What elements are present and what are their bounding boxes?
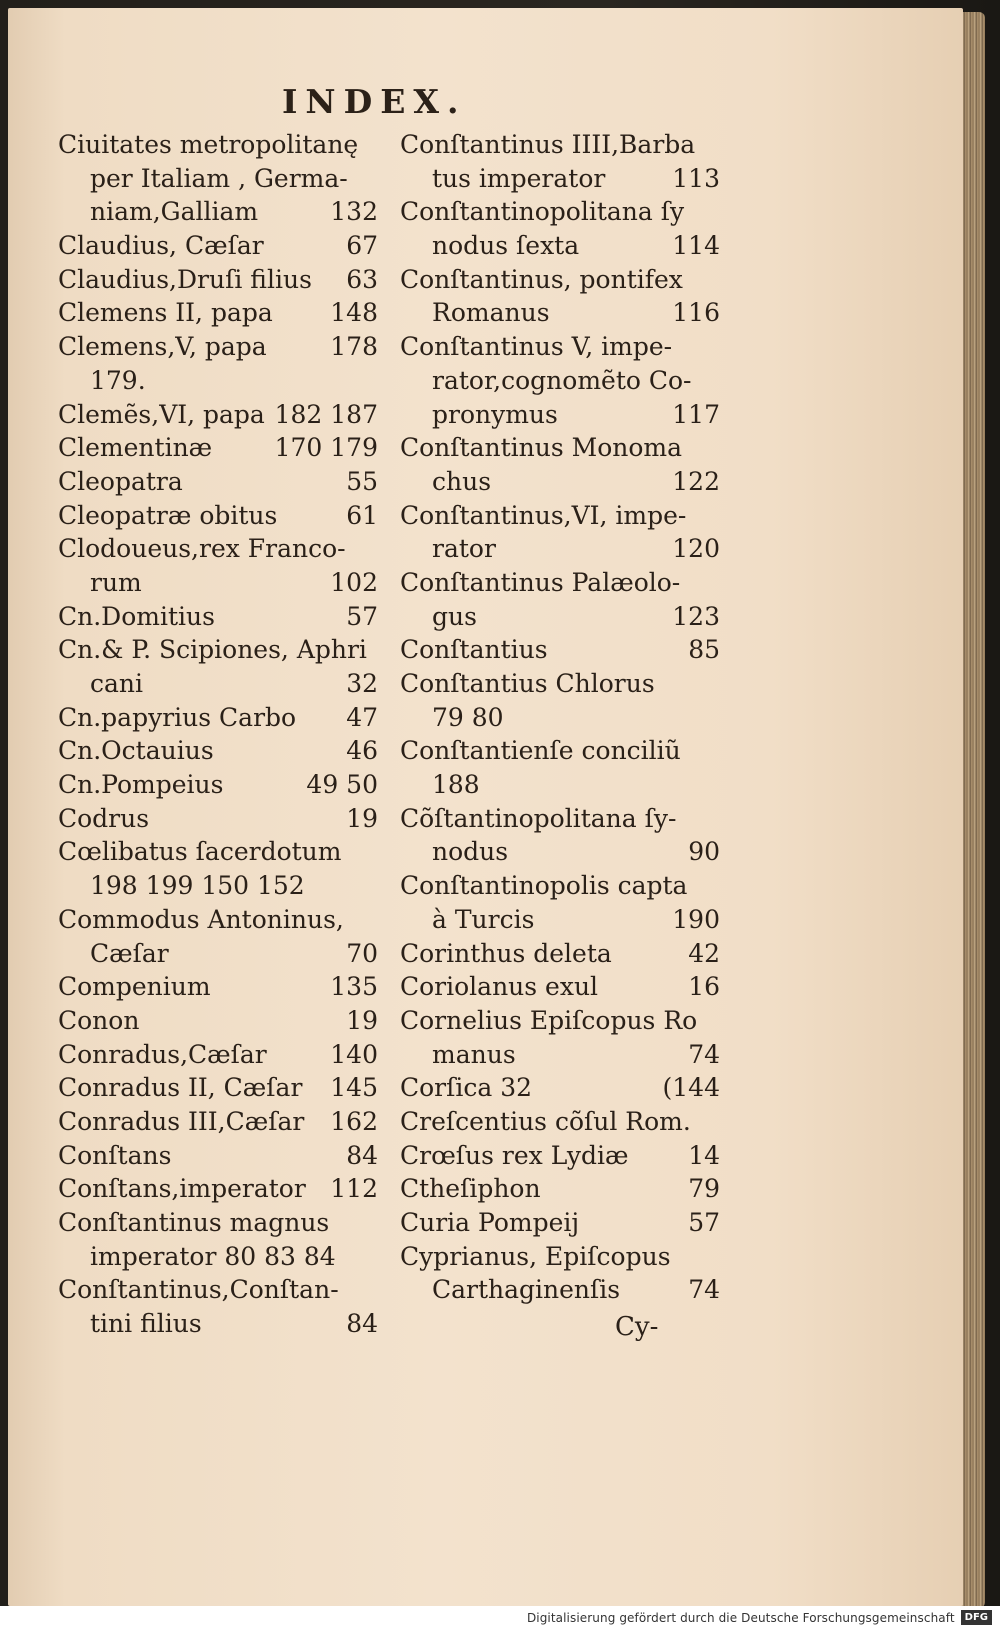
index-entry-page: 42 — [688, 938, 720, 968]
index-entry — [400, 1105, 720, 1139]
index-entry-text: Claudius, Cæſar — [58, 231, 264, 261]
index-entry-text: Conſtantinopolitana ſy — [400, 197, 685, 227]
index-entry-page: 19 — [346, 1005, 378, 1035]
index-entry — [58, 195, 378, 229]
index-entry-text: pronymus — [432, 399, 558, 429]
index-entry-page: 74 — [688, 1039, 720, 1069]
index-entry-text: Clodoueus,rex Franco- — [58, 534, 346, 564]
index-entry — [58, 465, 378, 499]
index-entry — [400, 1206, 720, 1240]
index-entry-text: nodus — [432, 837, 509, 867]
index-entry-text: Commodus Antoninus, — [58, 904, 344, 934]
index-entry-page: 122 — [672, 466, 720, 496]
index-entry — [400, 937, 720, 971]
index-entry-text: Conſtantinus magnus — [58, 1208, 330, 1237]
index-entry-text: Cleopatra — [58, 466, 183, 496]
index-entry-text: 79 80 — [432, 702, 504, 732]
index-entry-page: 123 — [672, 601, 720, 631]
index-entry-text: Compenium — [58, 972, 211, 1002]
index-entry — [400, 162, 720, 196]
page-header: INDEX. — [282, 82, 467, 121]
index-entry-text: Conſtantinopolis capta — [400, 871, 688, 901]
index-entry-text: Curia Pompeij — [400, 1208, 580, 1237]
index-entry-text: Conſtantius — [400, 635, 548, 665]
index-entry-text: Cleopatræ obitus — [58, 500, 278, 530]
index-entry-page: 182 187 — [274, 399, 378, 429]
index-entry-text: Corſica 32 — [400, 1073, 533, 1103]
index-entry-text: 188 — [432, 770, 480, 800]
index-entry — [58, 566, 378, 600]
index-entry-text: tini filius — [90, 1309, 202, 1339]
index-entry — [58, 802, 378, 836]
index-entry-text: Cn.Octauius — [58, 736, 214, 766]
index-entry-text: Conſtantinus, pontifex — [400, 264, 683, 294]
index-entry-text: Conſtantinus V, impe- — [400, 332, 673, 362]
index-entry-text: Conradus III,Cæſar — [58, 1106, 305, 1136]
index-entry — [58, 532, 378, 566]
index-entry-text: Conradus II, Cæſar — [58, 1073, 303, 1103]
index-entry-page: 63 — [346, 264, 378, 294]
index-entry-text: Conradus,Cæſar — [58, 1039, 267, 1069]
index-entry-text: cani — [90, 669, 144, 698]
index-entry-text: Conſtantienſe conciliũ — [400, 736, 681, 766]
index-entry — [58, 1206, 378, 1240]
index-entry-text: Conſtantinus,Conſtan- — [58, 1275, 339, 1305]
index-entry — [58, 263, 378, 297]
index-entry — [58, 701, 378, 735]
index-entry — [400, 263, 720, 297]
index-entry-text: à Turcis — [432, 904, 535, 934]
dfg-logo: DFG — [961, 1610, 992, 1625]
index-entry — [400, 701, 720, 735]
index-entry-page: 16 — [688, 972, 720, 1002]
index-entry-text: Cornelius Epiſcopus Ro — [400, 1005, 698, 1035]
index-entry-page: 140 — [330, 1039, 378, 1069]
catchword: Cy- — [615, 1312, 659, 1342]
index-entry-page: 57 — [346, 601, 378, 631]
index-entry-text: Cn.Domitius — [58, 601, 215, 631]
index-entry-page: 170 179 — [274, 433, 378, 463]
index-entry — [400, 1172, 720, 1206]
index-entry — [400, 1240, 720, 1274]
index-entry-page: 19 — [346, 803, 378, 833]
index-entry — [400, 667, 720, 701]
index-entry-page: 116 — [672, 298, 720, 328]
index-entry-text: rator,cognomẽto Co- — [432, 365, 692, 395]
index-entry-text: 198 199 150 152 — [90, 871, 305, 901]
index-entry-page: 70 — [346, 938, 378, 968]
index-entry-text: Clemens,V, papa — [58, 332, 267, 362]
index-entry — [58, 1240, 378, 1274]
index-entry — [400, 802, 720, 836]
index-entry — [58, 633, 378, 667]
index-entry-page: 84 — [346, 1140, 378, 1170]
index-entry — [58, 330, 378, 364]
index-entry — [400, 566, 720, 600]
index-entry — [400, 1139, 720, 1173]
index-entry-text: gus — [432, 601, 477, 631]
index-entry-text: Carthaginenſis — [432, 1275, 621, 1305]
index-entry-page: 135 — [330, 972, 378, 1002]
index-entry — [58, 1139, 378, 1173]
index-entry-page: 102 — [330, 567, 378, 597]
index-entry-text: niam,Galliam — [90, 197, 259, 227]
index-entry-page: 47 — [346, 702, 378, 732]
index-entry-text: Cœlibatus ſacerdotum — [58, 837, 342, 867]
index-entry-page: (144 — [662, 1073, 720, 1103]
index-entry — [58, 768, 378, 802]
index-entry-page: 57 — [688, 1208, 720, 1237]
index-entry — [400, 330, 720, 364]
index-entry — [58, 600, 378, 634]
index-entry — [400, 903, 720, 937]
index-entry-text: rator — [432, 534, 496, 564]
index-entry-text: rum — [90, 567, 142, 597]
index-entry — [58, 667, 378, 701]
index-entry — [400, 398, 720, 432]
index-entry — [400, 768, 720, 802]
index-entry-page: 32 — [346, 669, 378, 698]
index-entry — [400, 835, 720, 869]
index-entry-text: Conſtans,imperator — [58, 1174, 306, 1204]
index-entry — [58, 364, 378, 398]
index-entry-page: 117 — [672, 399, 720, 429]
index-entry-page: 120 — [672, 534, 720, 564]
index-entry-page: 46 — [346, 736, 378, 766]
index-entry-page: 148 — [330, 298, 378, 328]
index-entry — [58, 869, 378, 903]
index-entry — [58, 1038, 378, 1072]
index-entry-page: 145 — [330, 1073, 378, 1103]
index-entry-page: 113 — [672, 163, 720, 193]
index-entry-page: 162 — [330, 1106, 378, 1136]
footer-credit: Digitalisierung gefördert durch die Deutsche Forschungsgemeinschaft — [526, 1610, 955, 1625]
index-entry — [400, 229, 720, 263]
index-entry — [58, 398, 378, 432]
index-entry — [400, 296, 720, 330]
index-entry-text: Cn.Pompeius — [58, 770, 224, 800]
index-entry — [58, 903, 378, 937]
index-entry — [400, 633, 720, 667]
index-entry — [400, 195, 720, 229]
index-entry-page: 90 — [688, 837, 720, 867]
index-entry-text: Cn.papyrius Carbo — [58, 702, 297, 732]
index-entry-text: tus imperator — [432, 163, 606, 193]
index-entry — [400, 465, 720, 499]
index-column-right — [400, 128, 720, 1307]
index-entry-text: Clemens II, papa — [58, 298, 273, 328]
index-entry-text: Conſtantinus Palæolo- — [400, 567, 681, 597]
index-entry — [400, 532, 720, 566]
index-entry-text: Cæſar — [90, 938, 169, 968]
index-entry-text: Ctheſiphon — [400, 1174, 541, 1204]
index-entry-page: 14 — [688, 1140, 720, 1170]
index-entry — [400, 364, 720, 398]
index-entry — [400, 970, 720, 1004]
index-entry-page: 114 — [672, 231, 720, 261]
index-column-left — [58, 128, 378, 1341]
index-entry — [400, 128, 720, 162]
index-entry-page: 49 50 — [306, 770, 378, 800]
index-entry-text: manus — [432, 1039, 516, 1069]
index-entry-text: Conon — [58, 1005, 140, 1035]
index-entry — [58, 1004, 378, 1038]
index-entry-text: Claudius,Druſi filius — [58, 264, 312, 294]
index-entry — [58, 431, 378, 465]
index-entry-text: Cyprianus, Epiſcopus — [400, 1241, 671, 1271]
index-entry-page: 61 — [346, 500, 378, 530]
index-entry — [58, 1105, 378, 1139]
index-entry-page: 112 — [330, 1174, 378, 1204]
index-entry-page: 190 — [672, 904, 720, 934]
index-entry-text: per Italiam , Germa- — [90, 163, 348, 193]
index-entry — [58, 229, 378, 263]
index-entry-text: Clemẽs,VI, papa — [58, 399, 265, 429]
index-entry — [58, 296, 378, 330]
index-entry — [400, 1038, 720, 1072]
index-entry-page: 67 — [346, 231, 378, 261]
index-entry-text: Coriolanus exul — [400, 972, 599, 1002]
index-entry — [58, 835, 378, 869]
index-entry-page: 84 — [346, 1309, 378, 1339]
index-entry — [400, 1004, 720, 1038]
index-entry-text: Crœſus rex Lydiæ — [400, 1140, 629, 1170]
index-entry-page: 178 — [330, 332, 378, 362]
footer-bar — [0, 1606, 1000, 1629]
index-entry-text: Conſtantinus IIII,Barba — [400, 130, 696, 159]
index-entry — [400, 1071, 720, 1105]
index-entry — [400, 431, 720, 465]
index-entry-text: Corinthus deleta — [400, 938, 612, 968]
index-entry-text: Conſtans — [58, 1140, 172, 1170]
index-entry-page: 55 — [346, 466, 378, 496]
index-entry — [58, 734, 378, 768]
index-entry-page: 132 — [330, 197, 378, 227]
index-entry — [58, 1273, 378, 1307]
index-entry-text: chus — [432, 466, 492, 496]
index-entry-text: Conſtantius Chlorus — [400, 669, 655, 698]
index-entry — [58, 128, 378, 162]
index-entry-text: Clementinæ — [58, 433, 213, 463]
index-entry — [58, 1071, 378, 1105]
index-entry-text: Creſcentius cõſul Rom. — [400, 1106, 691, 1136]
index-entry-text: nodus ſexta — [432, 231, 580, 261]
index-entry — [400, 869, 720, 903]
index-entry-text: Cn.& P. Scipiones, Aphri — [58, 635, 367, 665]
index-entry-text: Conſtantinus Monoma — [400, 433, 683, 463]
index-entry-page: 79 — [688, 1174, 720, 1204]
index-entry — [400, 734, 720, 768]
index-entry — [400, 600, 720, 634]
index-entry-text: Romanus — [432, 298, 550, 328]
index-entry-text: Ciuitates metropolitanę — [58, 130, 359, 159]
index-entry — [400, 499, 720, 533]
index-entry — [58, 970, 378, 1004]
index-entry-text: 179. — [90, 365, 146, 395]
index-entry — [58, 1172, 378, 1206]
index-entry-page: 85 — [688, 635, 720, 665]
index-entry — [58, 499, 378, 533]
index-entry-page: 74 — [688, 1275, 720, 1305]
index-entry-text: Codrus — [58, 803, 150, 833]
index-entry — [58, 937, 378, 971]
index-entry-text: Cõſtantinopolitana ſy- — [400, 803, 677, 833]
index-entry-text: imperator 80 83 84 — [90, 1241, 336, 1271]
index-entry — [58, 162, 378, 196]
index-entry — [400, 1273, 720, 1307]
index-entry-text: Conſtantinus,VI, impe- — [400, 500, 687, 530]
index-entry — [58, 1307, 378, 1341]
